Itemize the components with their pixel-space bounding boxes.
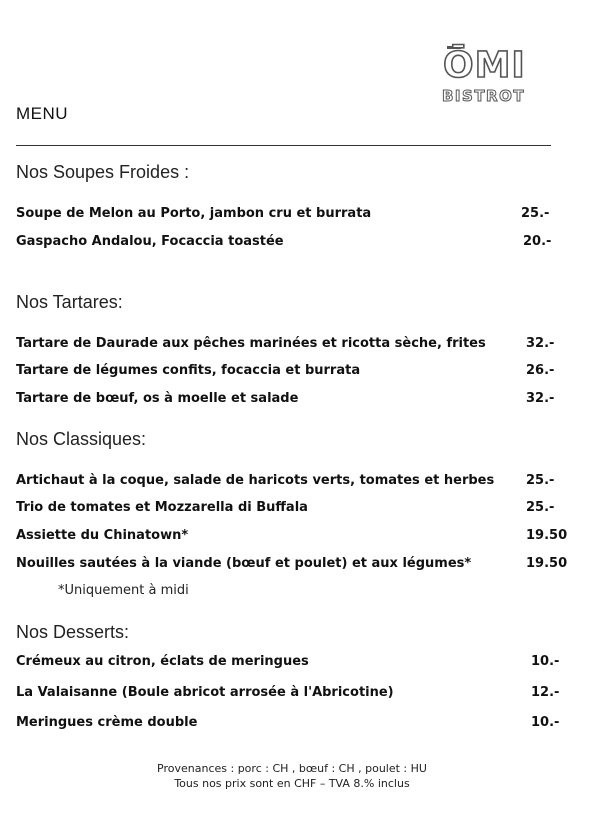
bistro-logo <box>441 46 531 108</box>
section-title-soupes: Nos Soupes Froides : <box>16 162 190 182</box>
menu-item-price: 10.- <box>531 715 560 730</box>
footer-provenances: Provenances : porc : CH , bœuf : CH , poulet : HU <box>157 762 427 775</box>
menu-item-price: 25.- <box>526 473 555 488</box>
title-divider <box>16 145 551 146</box>
menu-item-price: 26.- <box>526 363 555 378</box>
menu-item-name: Soupe de Melon au Porto, jambon cru et burrata <box>16 206 372 221</box>
menu-item-price: 32.- <box>526 336 555 351</box>
footnote-midi: *Uniquement à midi <box>58 583 189 598</box>
menu-item-price: 20.- <box>523 234 552 249</box>
menu-item-price: 25.- <box>521 206 550 221</box>
section-title-tartares: Nos Tartares: <box>16 292 123 312</box>
logo-subtitle: BISTROT <box>442 87 526 105</box>
menu-item-name: Assiette du Chinatown* <box>16 528 189 543</box>
menu-item-name: Gaspacho Andalou, Focaccia toastée <box>16 234 284 249</box>
menu-item-name: Tartare de Daurade aux pêches marinées et ricotta sèche, frites <box>16 336 486 351</box>
menu-item-name: Tartare de légumes confits, focaccia et burrata <box>16 363 361 378</box>
menu-item-name: Tartare de bœuf, os à moelle et salade <box>16 391 299 406</box>
menu-item-name: Nouilles sautées à la viande (bœuf et poulet) et aux légumes* <box>16 556 472 571</box>
menu-item-price: 19.50 <box>526 528 568 543</box>
menu-item-name: Artichaut à la coque, salade de haricots verts, tomates et herbes <box>16 473 495 488</box>
menu-item-price: 32.- <box>526 391 555 406</box>
menu-item-price: 25.- <box>526 500 555 515</box>
menu-item-name: Meringues crème double <box>16 715 198 730</box>
menu-item-name: Crémeux au citron, éclats de meringues <box>16 654 309 669</box>
section-title-desserts: Nos Desserts: <box>16 622 130 642</box>
section-title-classiques: Nos Classiques: <box>16 429 147 449</box>
footer-prices: Tous nos prix sont en CHF – TVA 8.% inclus <box>174 777 410 790</box>
menu-item-name: Trio de tomates et Mozzarella di Buffala <box>16 500 308 515</box>
menu-item-price: 10.- <box>531 654 560 669</box>
logo-brand: ŌMI <box>443 45 526 86</box>
menu-item-price: 19.50 <box>526 556 568 571</box>
menu-item-price: 12.- <box>531 685 560 700</box>
menu-item-name: La Valaisanne (Boule abricot arrosée à l'Abricotine) <box>16 685 394 700</box>
page-title: MENU <box>16 104 69 123</box>
